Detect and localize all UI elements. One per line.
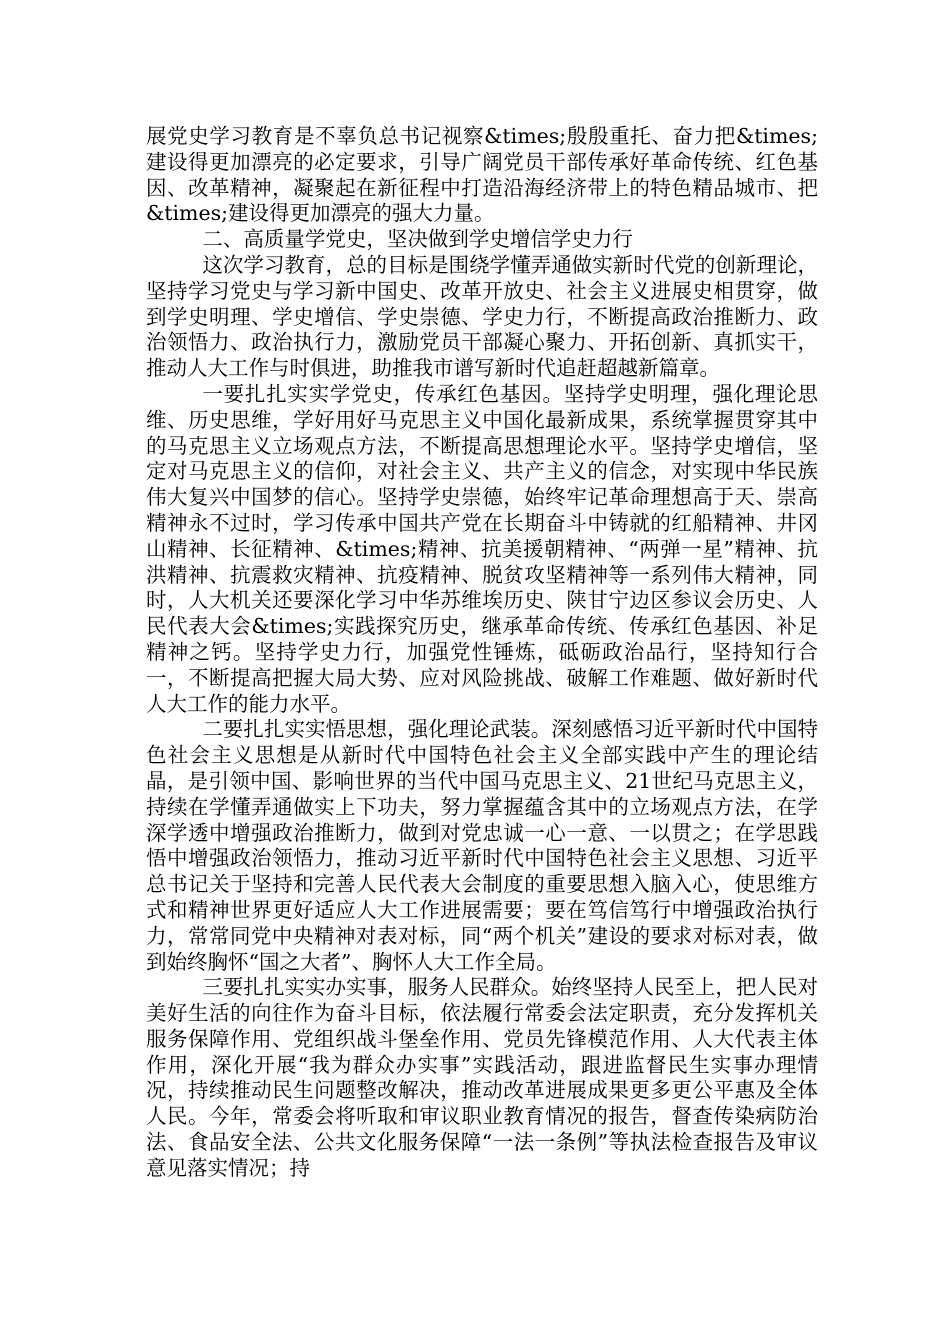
paragraph-point-two: 二要扎扎实实悟思想，强化理论武装。深刻感悟习近平新时代中国特色社会主义思想是从新时代中国特色社会主义全部实践中产生的理论结晶，是引领中国、影响世界的当代中国马克思主义、21世纪马克思主义，持续在学懂弄通做实上下功夫，努力掌握蕴含其中的立场观点方法，在学深学透中增强政治推断力，做到对党忠诚一心一意、一以贯之；在学思践悟中增强政治领悟力，推动习近平新时代中国特色社会主义思想、习近平总书记关于坚持和完善人民代表大会制度的重要思想入脑入心，使思维方式和精神世界更好适应人大工作进展需要；要在笃信笃行中增强政治执行力，常常同党中央精神对表对标，同“两个机关”建设的要求对标对表，做到始终胸怀“国之大者”、胸怀人大工作全局。	[146, 717, 818, 974]
paragraph-point-one: 一要扎扎实实学党史，传承红色基因。坚持学史明理，强化理论思维、历史思维，学好用好马克思主义中国化最新成果，系统掌握贯穿其中的马克思主义立场观点方法，不断提高思想理论水平。坚持学史增信，坚定对马克思主义的信仰，对社会主义、共产主义的信念，对实现中华民族伟大复兴中国梦的信心。坚持学史崇德，始终牢记革命理想高于天、崇高精神永不过时，学习传承中国共产党在长期奋斗中铸就的红船精神、井冈山精神、长征精神、&times;精神、抗美援朝精神、“两弹一星”精神、抗洪精神、抗震救灾精神、抗疫精神、脱贫攻坚精神等一系列伟大精神，同时，人大机关还要深化学习中华苏维埃历史、陕甘宁边区参议会历史、人民代表大会&times;实践探究历史，继承革命传统、传承红色基因、补足精神之钙。坚持学史力行，加强党性锤炼，砥砺政治品行，坚持知行合一，不断提高把握大局大势、应对风险挑战、破解工作难题、做好新时代人大工作的能力水平。	[146, 381, 818, 716]
paragraph-overall-goal: 这次学习教育，总的目标是围绕学懂弄通做实新时代党的创新理论，坚持学习党史与学习新中国史、改革开放史、社会主义进展史相贯穿，做到学史明理、学史增信、学史崇德、学史力行，不断提高政治推断力、政治领悟力、政治执行力，激励党员干部凝心聚力、开拓创新、真抓实干，推动人大工作与时俱进，助推我市谱写新时代追赶超越新篇章。	[146, 252, 818, 381]
paragraph-intro-continuation: 展党史学习教育是不辜负总书记视察&times;殷殷重托、奋力把&times;建设得更加漂亮的必定要求，引导广阔党员干部传承好革命传统、红色基因、改革精神，凝聚起在新征程中打造沿海经济带上的特色精品城市、把&times;建设得更加漂亮的强大力量。	[146, 124, 818, 226]
document-body	[146, 124, 818, 1182]
section-heading-two: 二、高质量学党史，坚决做到学史增信学史力行	[202, 227, 633, 252]
paragraph-point-three: 三要扎扎实实办实事，服务人民群众。始终坚持人民至上，把人民对美好生活的向往作为奋斗目标，依法履行常委会法定职责，充分发挥机关服务保障作用、党组织战斗堡垒作用、党员先锋模范作用、人大代表主体作用，深化开展“我为群众办实事”实践活动，跟进监督民生实事办理情况，持续推动民生问题整改解决，推动改革进展成果更多更公平惠及全体人民。今年，常委会将听取和审议职业教育情况的报告，督查传染病防治法、食品安全法、公共文化服务保障“一法一条例”等执法检查报告及审议意见落实情况；持	[146, 975, 818, 1180]
